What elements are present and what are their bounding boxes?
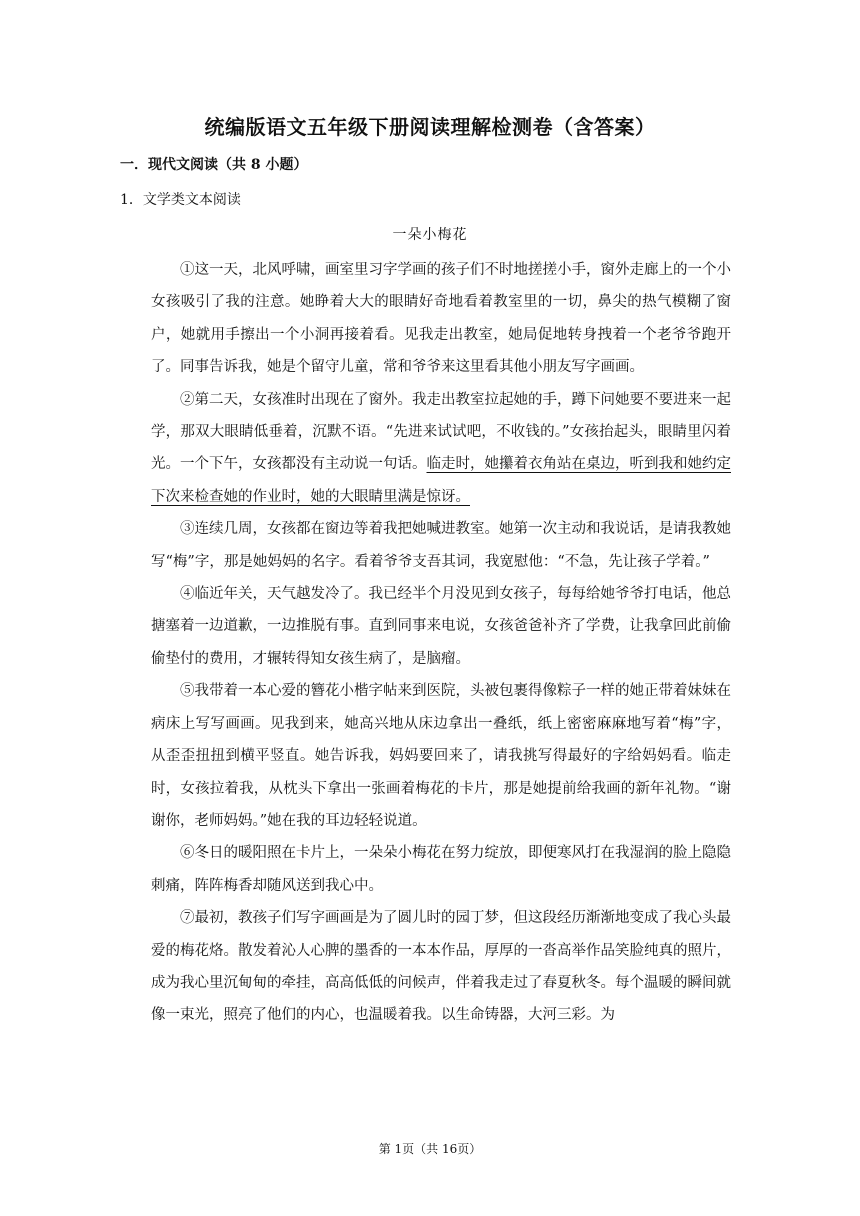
paragraph-6	[151, 837, 731, 902]
paragraph-3	[151, 513, 731, 578]
paragraph-5	[151, 675, 731, 837]
paragraph-text: ④临近年关，天气越发冷了。我已经半个月没见到女孩子，每每给她爷爷打电话，他总搪塞着一边道歉，一边推脱有事。直到同事来电说，女孩爸爸补齐了学费，让我拿回此前偷偷垫付的费用，才辗转得知女孩生病了，是脑瘤。	[151, 586, 731, 667]
article-title: 一朵小梅花	[392, 227, 468, 243]
paragraph-text: ③连续几周，女孩都在窗边等着我把她喊进教室。她第一次主动和我说话，是请我教她写“梅”字，那是她妈妈的名字。看着爷爷支吾其词，我宽慰他：“不急，先让孩子学着。”	[151, 521, 731, 570]
article-body	[151, 254, 731, 1032]
question-label: 1．文学类文本阅读	[120, 192, 241, 208]
section-heading: 一．现代文阅读（共 8 小题）	[120, 157, 308, 173]
paragraph-text: ①这一天，北风呼啸，画室里习字学画的孩子们不时地搓搓小手，窗外走廊上的一个小女孩吸引了我的注意。她睁着大大的眼睛好奇地看着教室里的一切，鼻尖的热气模糊了窗户，她就用手擦出一个小洞再接着看。见我走出教室，她局促地转身拽着一个老爷爷跑开了。同事告诉我，她是个留守儿童，常和爷爷来这里看其他小朋友写字画画。	[151, 262, 731, 376]
underlined-sentence: 临走时，她攥着衣角站在桌边，听到我和她约定下次来检查她的作业时，她的大眼睛里满是惊讶。	[151, 456, 731, 505]
page-footer: 第 1页（共 16页）	[378, 1142, 482, 1156]
paragraph-7	[151, 902, 731, 1032]
paragraph-text: ②第二天，女孩准时出现在了窗外。我走出教室拉起她的手，蹲下问她要不要进来一起学，那双大眼睛低垂着，沉默不语。“先进来试试吧，不收钱的。”女孩抬起头，眼睛里闪着光。一个下午，女孩都没有主动说一句话。	[151, 391, 731, 473]
paragraph-text: ⑥冬日的暖阳照在卡片上，一朵朵小梅花在努力绽放，即便寒风打在我湿润的脸上隐隐刺痛，阵阵梅香却随风送到我心中。	[151, 845, 731, 894]
paragraph-1	[151, 254, 731, 384]
document-title: 统编版语文五年级下册阅读理解检测卷（含答案）	[204, 115, 656, 139]
paragraph-text: ⑤我带着一本心爱的簪花小楷字帖来到医院，头被包裹得像粽子一样的她正带着妹妹在病床上写写画画。见我到来，她高兴地从床边拿出一叠纸，纸上密密麻麻地写着“梅”字，从歪歪扭扭到横平竖直。她告诉我，妈妈要回来了，请我挑写得最好的字给妈妈看。临走时，女孩拉着我，从枕头下拿出一张画着梅花的卡片，那是她提前给我画的新年礼物。“谢谢你，老师妈妈。”她在我的耳边轻轻说道。	[151, 683, 731, 829]
paragraph-4	[151, 578, 731, 675]
paragraph-2	[151, 384, 731, 514]
paragraph-text: ⑦最初，教孩子们写字画画是为了圆儿时的园丁梦，但这段经历渐渐地变成了我心头最爱的梅花烙。散发着沁人心脾的墨香的一本本作品，厚厚的一沓高举作品笑脸纯真的照片，成为我心里沉甸甸的牵挂，高高低低的问候声，伴着我走过了春夏秋冬。每个温暖的瞬间就像一束光，照亮了他们的内心，也温暖着我。以生命铸器，大河三彩。为	[151, 910, 731, 1024]
